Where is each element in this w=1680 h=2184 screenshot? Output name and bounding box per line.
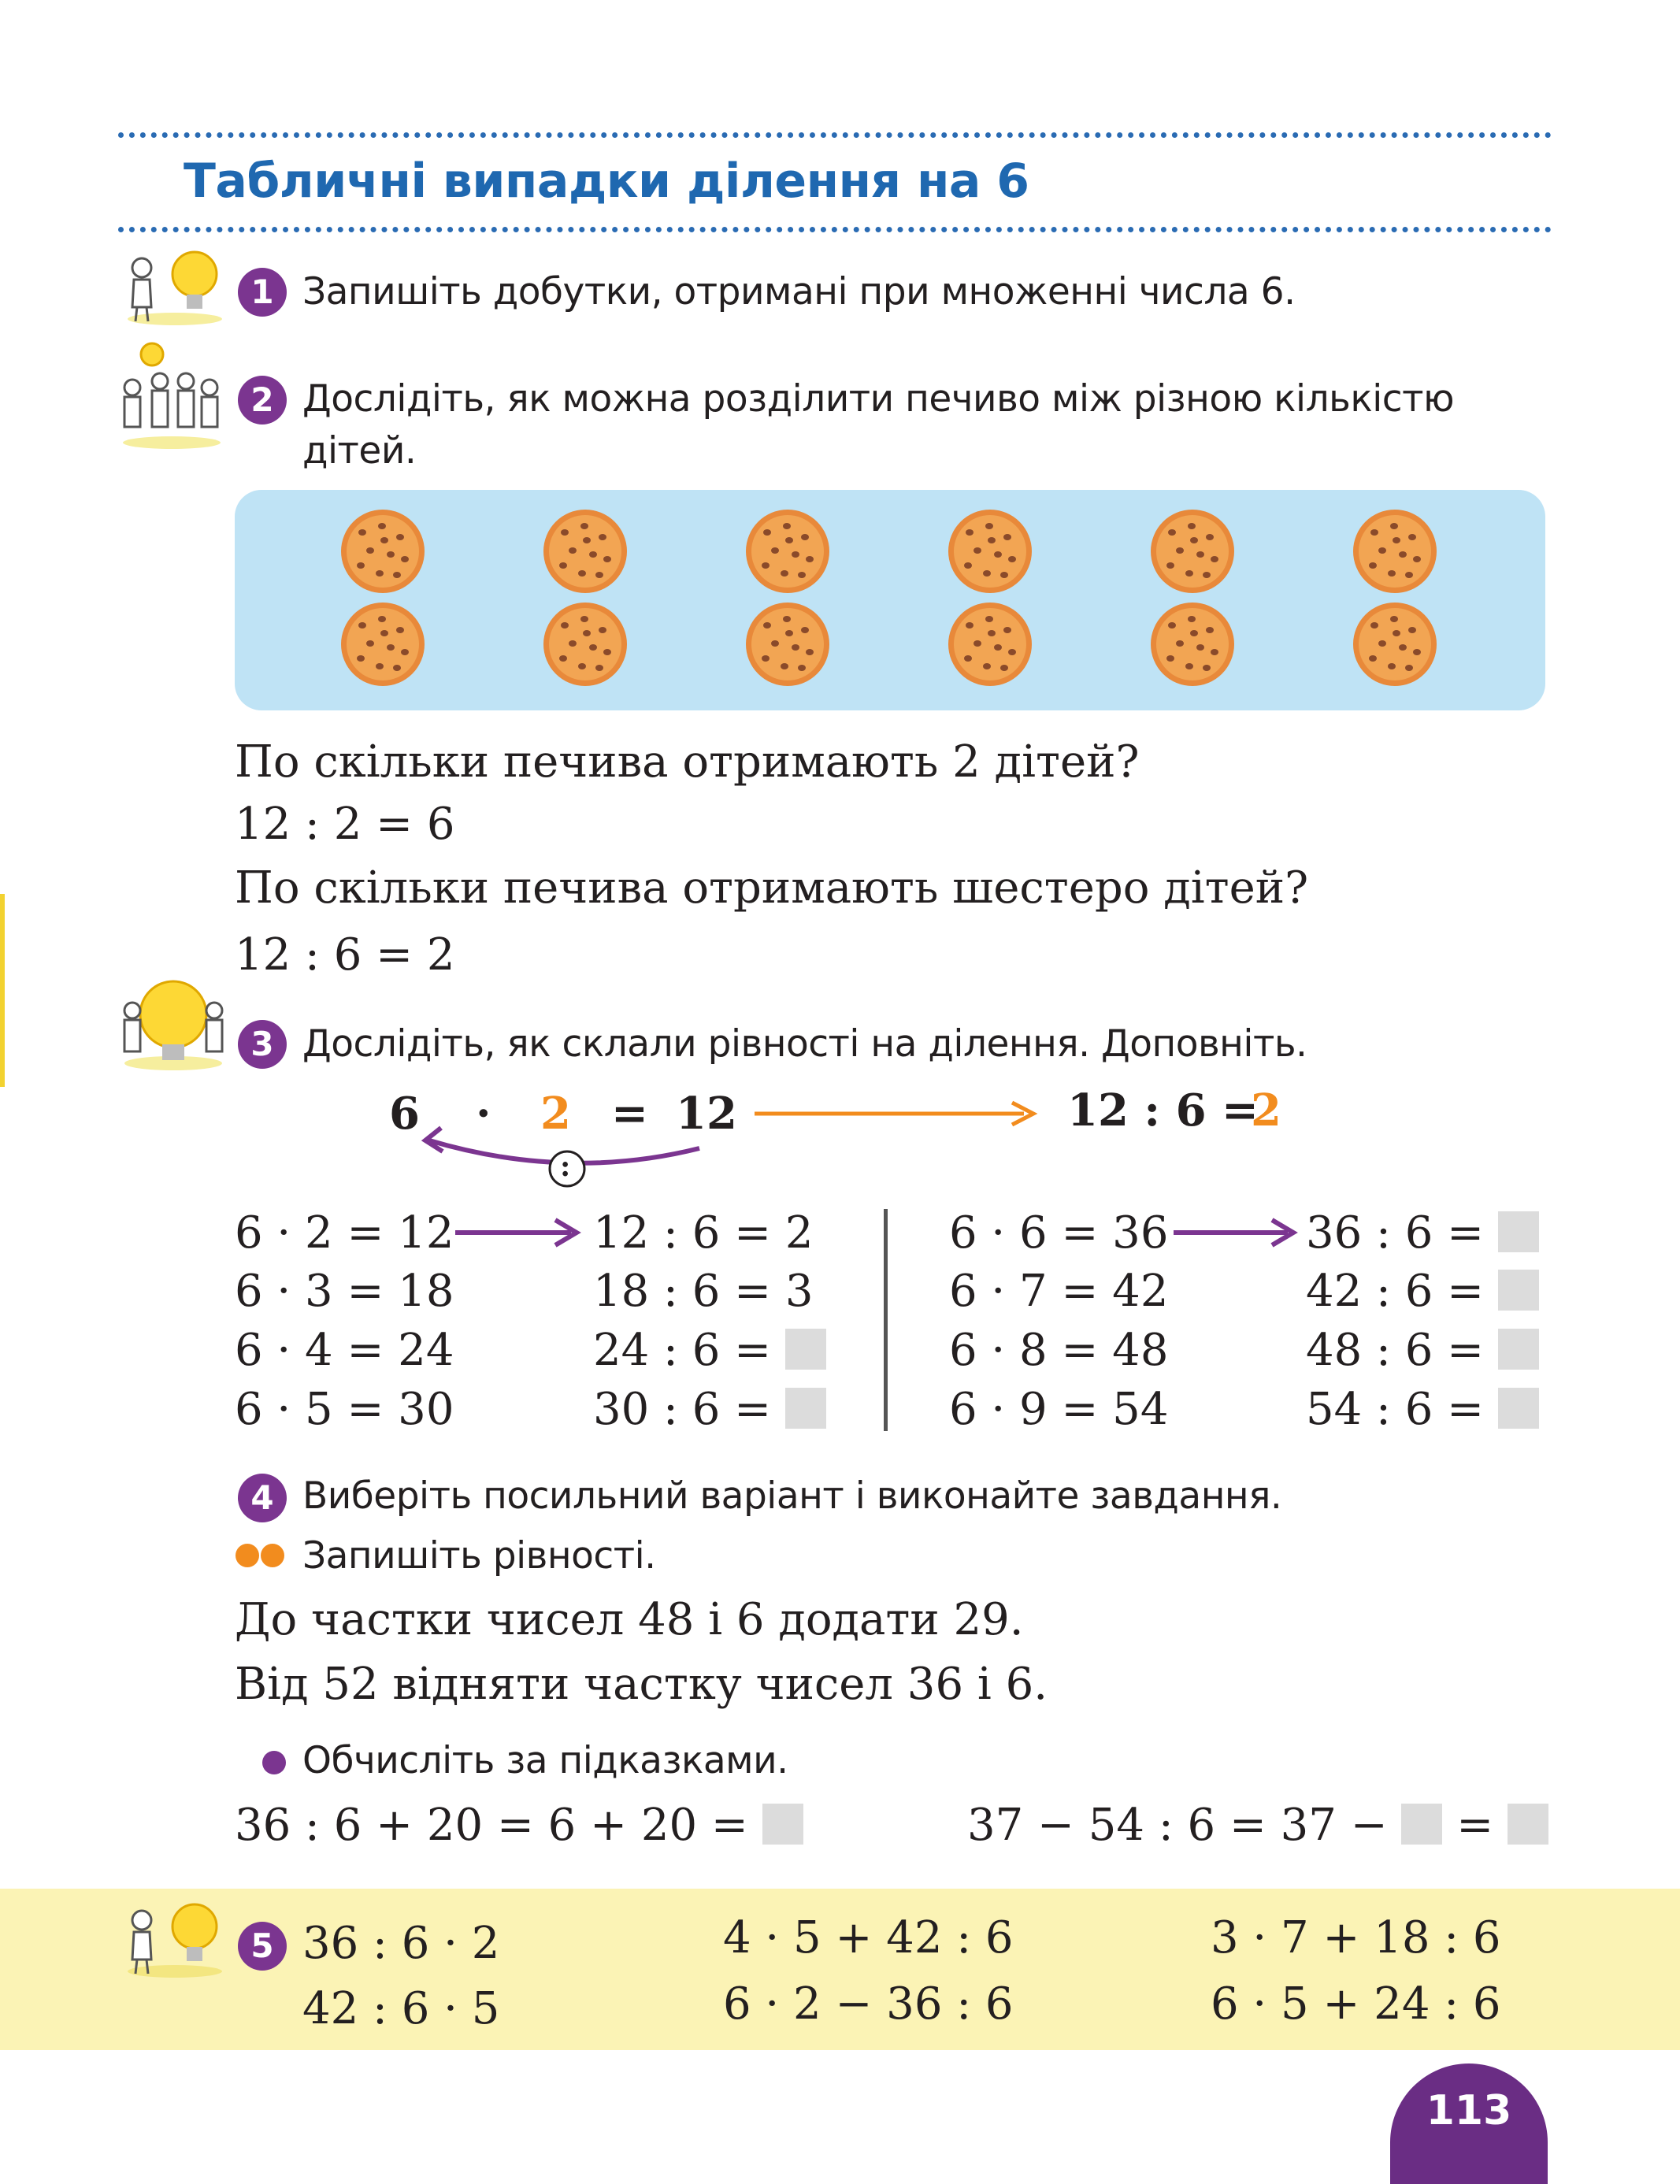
task-3-text: Дослідіть, як склали рівності на ділення. Доповніть.	[302, 1022, 1307, 1066]
answer-box[interactable]	[762, 1804, 803, 1845]
quotient-row: 36 : 6 =	[1306, 1207, 1539, 1259]
task-number-badge: 1	[238, 268, 287, 317]
division-sign-label: :	[560, 1150, 571, 1183]
demo-equals: =	[611, 1088, 648, 1140]
hint-expression-2: 37 − 54 : 6 = 37 − =	[967, 1800, 1548, 1851]
answer-box[interactable]	[785, 1388, 826, 1429]
answer-box[interactable]	[1498, 1388, 1539, 1429]
product-row: 6 · 8 = 48	[949, 1325, 1169, 1376]
task-number-badge: 2	[238, 376, 287, 425]
product-row: 6 · 7 = 42	[949, 1266, 1169, 1317]
quotient-row: 48 : 6 =	[1306, 1325, 1539, 1376]
product-row: 6 · 2 = 12	[235, 1207, 454, 1259]
product-row: 6 · 9 = 54	[949, 1384, 1169, 1435]
equation-2: 12 : 6 = 2	[235, 929, 455, 981]
task-number-badge: 3	[238, 1020, 287, 1069]
answer-box[interactable]	[1498, 1329, 1539, 1370]
equation-1: 12 : 2 = 6	[235, 799, 455, 850]
demo-result-right: 2	[1251, 1085, 1281, 1136]
demo-product: 12	[676, 1088, 737, 1140]
two-orange-dots-icon	[235, 1541, 290, 1570]
demo-dot: ·	[476, 1088, 491, 1140]
variant-a-line2: Від 52 відняти частку чисел 36 і 6.	[235, 1659, 1048, 1710]
quotient-row: 54 : 6 =	[1306, 1384, 1539, 1435]
demo-result-left: 12 : 6 =	[1067, 1085, 1259, 1136]
quotient-row: 24 : 6 =	[593, 1325, 826, 1376]
task-number-badge: 4	[238, 1474, 287, 1522]
quotient-row: 30 : 6 =	[593, 1384, 826, 1435]
task-2-text-line2: дітей.	[302, 429, 417, 473]
column-divider	[884, 1209, 888, 1431]
task-5-expr: 6 · 5 + 24 : 6	[1211, 1978, 1501, 2030]
variant-b-text: Обчисліть за підказками.	[302, 1739, 788, 1782]
page-title: Табличні випадки ділення на 6	[184, 154, 1029, 209]
product-row: 6 · 5 = 30	[235, 1384, 454, 1435]
question-2: По скільки печива отримають шестеро дітей?	[235, 862, 1309, 914]
answer-box[interactable]	[1508, 1804, 1548, 1845]
answer-box[interactable]	[1498, 1211, 1539, 1252]
task-1-text: Запишіть добутки, отримані при множенні числа 6.	[302, 270, 1296, 313]
question-1: По скільки печива отримають 2 дітей?	[235, 736, 1140, 788]
product-row: 6 · 4 = 24	[235, 1325, 454, 1376]
variant-a-text: Запишіть рівності.	[302, 1534, 656, 1578]
task-5-expr: 42 : 6 · 5	[302, 1983, 500, 2034]
task-5-expr: 36 : 6 · 2	[302, 1918, 500, 1969]
hint-expression-1: 36 : 6 + 20 = 6 + 20 =	[235, 1800, 803, 1851]
page-number: 113	[1390, 2063, 1548, 2184]
task-4-text: Виберіть посильний варіант і виконайте завдання.	[302, 1474, 1282, 1518]
product-row: 6 · 3 = 18	[235, 1266, 454, 1317]
task-5-expr: 4 · 5 + 42 : 6	[723, 1912, 1014, 1963]
answer-box[interactable]	[1401, 1804, 1442, 1845]
lightbulb-thinker-icon	[120, 1897, 226, 1979]
task-number-badge: 5	[238, 1922, 287, 1971]
answer-box[interactable]	[1498, 1270, 1539, 1311]
quotient-row: 18 : 6 = 3	[593, 1266, 814, 1317]
purple-dot-icon	[260, 1748, 288, 1777]
variant-a-line1: До частки чисел 48 і 6 додати 29.	[235, 1594, 1024, 1645]
product-row: 6 · 6 = 36	[949, 1207, 1169, 1259]
quotient-row: 42 : 6 =	[1306, 1266, 1539, 1317]
task-5-expr: 6 · 2 − 36 : 6	[723, 1978, 1014, 2030]
task-5-expr: 3 · 7 + 18 : 6	[1211, 1912, 1501, 1963]
demo-factor-b: 2	[540, 1088, 571, 1140]
demo-factor-a: 6	[389, 1088, 420, 1140]
task-2-text-line1: Дослідіть, як можна розділити печиво між різною кількістю	[302, 377, 1455, 421]
answer-box[interactable]	[785, 1329, 826, 1370]
quotient-row: 12 : 6 = 2	[593, 1207, 814, 1259]
